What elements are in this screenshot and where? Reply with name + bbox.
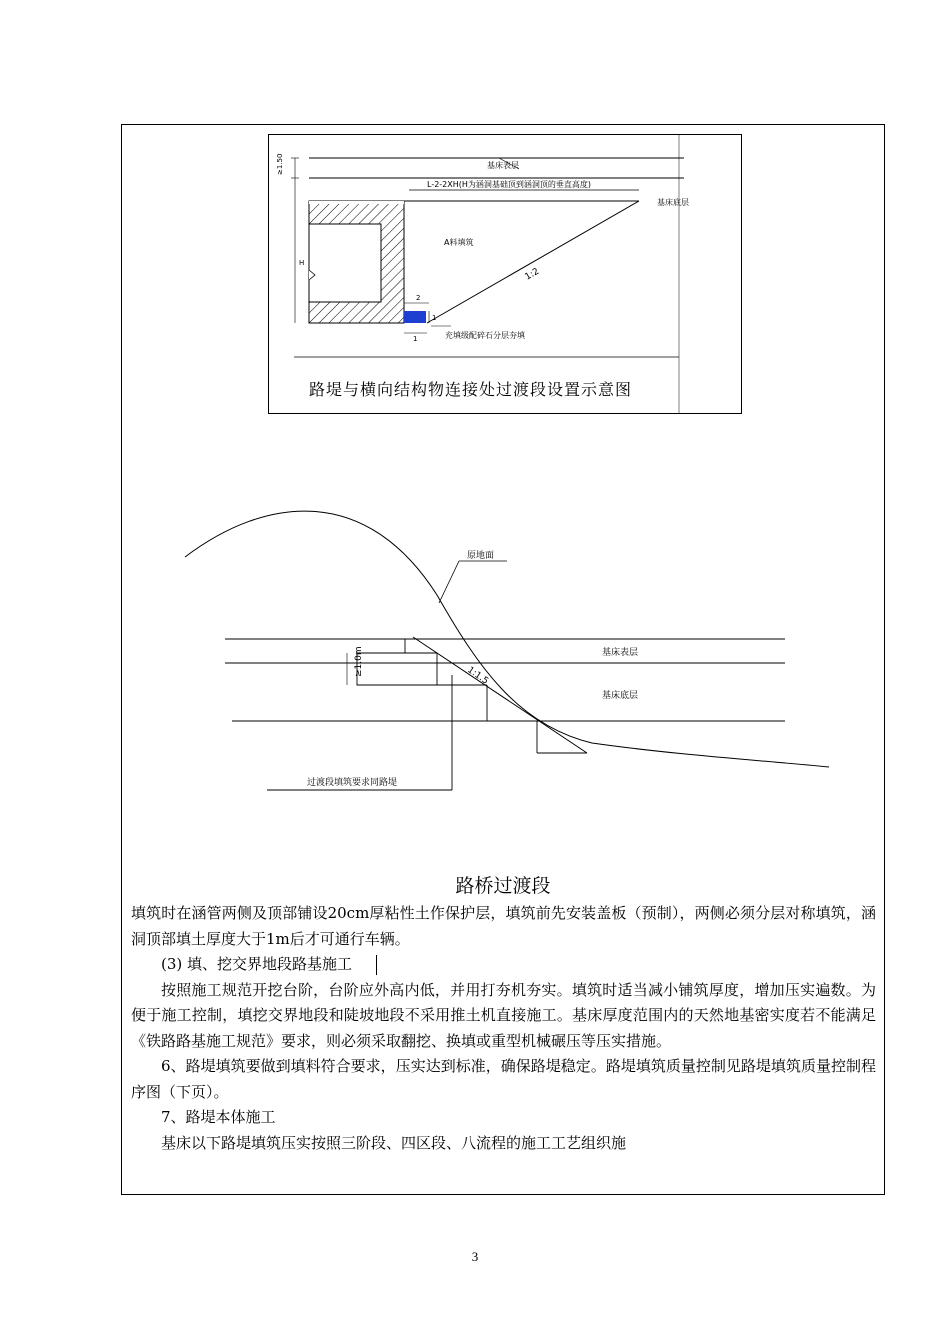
fig1-surface-layer-label: 基床表层 xyxy=(487,161,519,170)
fig2-slope-label: 1:1.5 xyxy=(465,665,490,687)
fig1-gravel-label: 充填级配碎石分层夯填 xyxy=(445,331,525,340)
fig2-surface-layer-label: 基床表层 xyxy=(602,648,639,658)
fig1-formula-label: L-2-2XH(H为涵洞基础顶到涵洞顶的垂直高度) xyxy=(427,180,592,189)
fig1-one-label-a: 1 xyxy=(432,314,437,322)
bridge-transition-figure xyxy=(177,485,857,820)
fig1-height-label: ≥1.50 xyxy=(276,153,284,175)
body-text xyxy=(131,901,876,1156)
fig1-fill-a-label: A料填筑 xyxy=(444,238,474,247)
paragraph-2-text: (3) 填、挖交界地段路基施工 xyxy=(161,955,353,973)
bridge-transition-caption: 路桥过渡段 xyxy=(455,875,551,897)
fig2-original-ground-label: 原地面 xyxy=(467,551,495,561)
slope-line-2 xyxy=(413,637,587,753)
content-frame xyxy=(121,124,885,1195)
gravel-fill xyxy=(404,311,426,323)
culvert-transition-diagram xyxy=(269,135,741,413)
paragraph-6: 基床以下路堤填筑压实按照三阶段、四区段、八流程的施工工艺组织施 xyxy=(161,1133,627,1152)
page-number: 3 xyxy=(471,1249,479,1264)
fig1-one-label-b: 1 xyxy=(413,335,418,343)
fig1-slope-label: 1:2 xyxy=(523,266,542,283)
culvert-transition-figure xyxy=(268,134,742,414)
fig2-transition-label: 过渡段填筑要求同路堤 xyxy=(307,778,398,788)
fig1-bottom-layer-label: 基床底层 xyxy=(657,198,689,207)
fig1-caption: 路堤与横向结构物连接处过渡段设置示意图 xyxy=(309,380,633,399)
slope-line xyxy=(427,201,639,323)
fig2-bottom-layer-label: 基床底层 xyxy=(602,691,639,701)
paragraph-3: 按照施工规范开挖台阶，台阶应外高内低，并用打夯机夯实。填筑时适当减小铺筑厚度，增加压实遍数。为便于施工控制，填挖交界地段和陡坡地段不采用推土机直接施工。基床厚度范围内的天然地基密实度若不能满足《铁路路基施工规范》要求，则必须采取翻挖、换填或重型机械碾压等压实措施。 xyxy=(131,980,876,1050)
bridge-transition-diagram xyxy=(177,485,857,820)
fig1-h-label: H xyxy=(299,259,305,267)
paragraph-2 xyxy=(131,952,876,978)
culvert-opening xyxy=(309,224,381,302)
step-upper xyxy=(357,639,437,685)
fig1-two-label: 2 xyxy=(416,294,421,302)
paragraph-1: 填筑时在涵管两侧及顶部铺设20cm厚粘性土作保护层，填筑前先安装盖板（预制），两侧必须分层对称填筑，涵洞顶部填土厚度大于1m后才可通行车辆。 xyxy=(131,904,876,948)
paragraph-4: 6、路堤填筑要做到填料符合要求，压实达到标准，确保路堤稳定。路堤填筑质量控制见路堤填筑质量控制程序图（下页）。 xyxy=(131,1057,876,1101)
fig2-step-label: ≥1.0m xyxy=(354,646,364,677)
paragraph-5: 7、路堤本体施工 xyxy=(161,1108,276,1126)
text-cursor xyxy=(376,955,377,975)
